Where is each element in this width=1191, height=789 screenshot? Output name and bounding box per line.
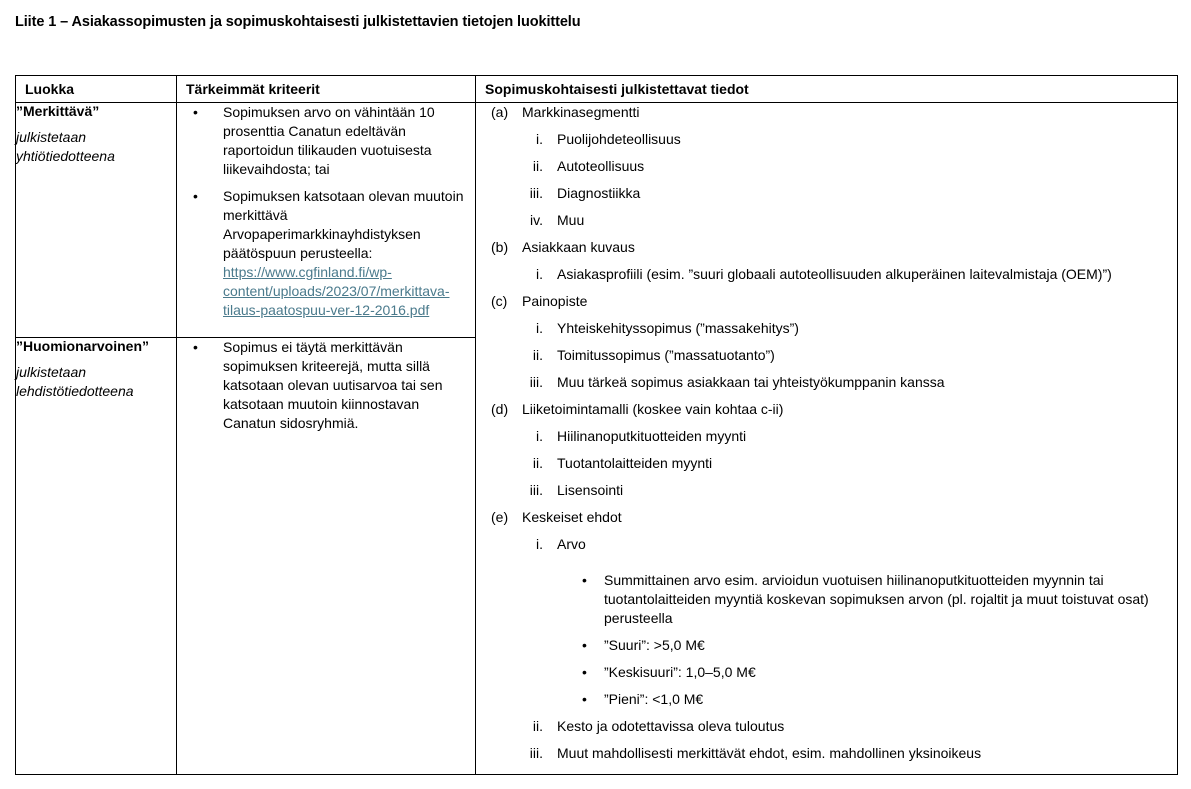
criteria-item bbox=[177, 103, 475, 179]
value-bullet: • ”Suuri”: >5,0 M€ bbox=[476, 636, 1177, 663]
value-bullet: • Summittainen arvo esim. arvioidun vuotuisen hiilinanoputkituotteiden myynnin tai tuotantolaitteiden myyntiä koskevan sopimuksen arvon (pl. rojaltit ja muut toistuvat osat) perusteella bbox=[476, 571, 1177, 628]
bullet-icon: • bbox=[582, 691, 587, 707]
header-category: Luokka bbox=[16, 76, 177, 103]
header-criteria: Tärkeimmät kriteerit bbox=[177, 76, 476, 103]
criteria-item bbox=[177, 187, 475, 320]
classification-table bbox=[15, 75, 1178, 775]
bullet-icon: • bbox=[193, 188, 198, 204]
list-item: i. Puolijohdeteollisuus bbox=[536, 131, 681, 147]
list-item: iii. Muut mahdollisesti merkittävät ehdot, esim. mahdollinen yksinoikeus bbox=[529, 745, 982, 761]
info-section-b: (b) Asiakkaan kuvaus bbox=[491, 239, 635, 255]
category-cell bbox=[16, 103, 177, 338]
table-row-significant bbox=[16, 103, 1178, 338]
criteria-cell bbox=[177, 338, 476, 775]
disclosed-info-cell bbox=[476, 103, 1178, 775]
info-section-a: (a) Markkinasegmentti bbox=[491, 104, 640, 120]
list-item: iii. Lisensointi bbox=[529, 482, 624, 498]
list-item: iv. Muu bbox=[530, 212, 585, 228]
bullet-icon: • bbox=[582, 637, 587, 653]
list-item: ii. Tuotantolaitteiden myynti bbox=[532, 455, 713, 471]
info-section-d: (d) Liiketoimintamalli (koskee vain kohtaa c-ii) bbox=[491, 401, 784, 417]
header-disclosed-info: Sopimuskohtaisesti julkistettavat tiedot bbox=[476, 76, 1178, 103]
info-section-e: (e) Keskeiset ehdot bbox=[491, 509, 622, 525]
list-item: i. Asiakasprofiili (esim. ”suuri globaali autoteollisuuden alkuperäinen laitevalmistaja (OEM)”) bbox=[536, 266, 1112, 282]
bullet-icon: • bbox=[193, 104, 198, 120]
criteria-cell bbox=[177, 103, 476, 338]
list-item: ii. Autoteollisuus bbox=[532, 158, 645, 174]
value-bullet: • ”Keskisuuri”: 1,0–5,0 M€ bbox=[476, 663, 1177, 690]
list-item: ii. Kesto ja odotettavissa oleva tuloutus bbox=[532, 718, 785, 734]
bullet-icon: • bbox=[582, 572, 587, 588]
category-name: ”Merkittävä” bbox=[16, 103, 100, 119]
criteria-text: Sopimuksen arvo on vähintään 10 prosenttia Canatun edeltävän raportoidun tilikauden vuotuisesta liikevaihdosta; tai bbox=[223, 104, 435, 177]
value-bullet: • ”Pieni”: <1,0 M€ bbox=[476, 690, 1177, 717]
decision-tree-link[interactable]: https://www.cgfinland.fi/wp-content/uploads/2023/07/merkittava-tilaus-paatospuu-ver-12-2016.pdf bbox=[223, 264, 450, 318]
category-name: ”Huomionarvoinen” bbox=[16, 338, 150, 354]
list-item: i. Hiilinanoputkituotteiden myynti bbox=[536, 428, 747, 444]
criteria-item bbox=[177, 338, 475, 433]
list-item: i. Yhteiskehityssopimus (”massakehitys”) bbox=[536, 320, 799, 336]
category-cell bbox=[16, 338, 177, 775]
publication-method: julkistetaan lehdistötiedotteena bbox=[16, 364, 134, 399]
info-section-c: (c) Painopiste bbox=[491, 293, 588, 309]
bullet-icon: • bbox=[582, 664, 587, 680]
list-item: i. Arvo bbox=[536, 536, 586, 552]
criteria-text: Sopimus ei täytä merkittävän sopimuksen kriteerejä, mutta sillä katsotaan olevan uutisarvoa tai sen katsotaan muutoin kiinnostavan Canatun sidosryhmiä. bbox=[223, 339, 443, 431]
list-item: ii. Toimitussopimus (”massatuotanto”) bbox=[532, 347, 775, 363]
list-item: iii. Muu tärkeä sopimus asiakkaan tai yhteistyökumppanin kanssa bbox=[529, 374, 945, 390]
bullet-icon: • bbox=[193, 339, 198, 355]
table-header-row bbox=[16, 76, 1178, 103]
publication-method: julkistetaan yhtiötiedotteena bbox=[16, 129, 115, 164]
list-item: iii. Diagnostiikka bbox=[529, 185, 641, 201]
document-title: Liite 1 – Asiakassopimusten ja sopimuskohtaisesti julkistettavien tietojen luokittelu bbox=[15, 14, 581, 30]
criteria-text: Sopimuksen katsotaan olevan muutoin merkittävä Arvopaperimarkkinayhdistyksen päätöspuun perusteella: bbox=[223, 188, 464, 261]
